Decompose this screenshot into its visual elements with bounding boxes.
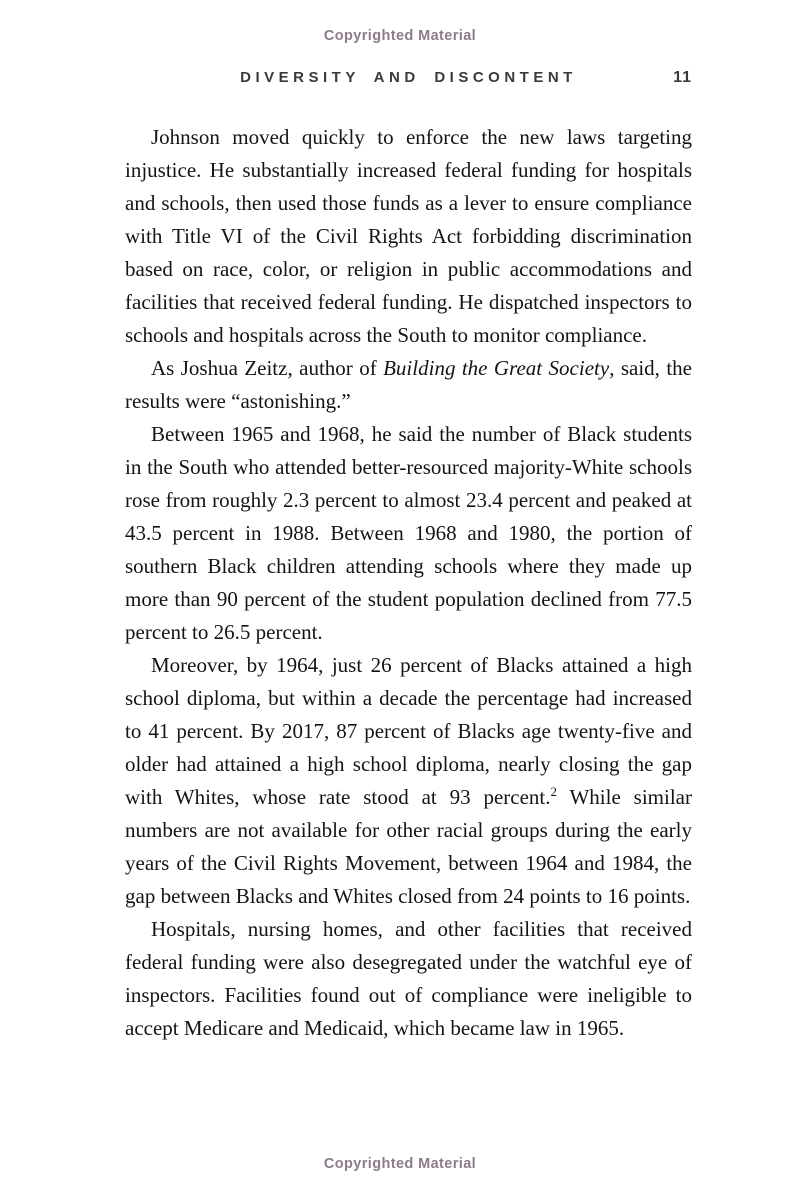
running-header — [125, 69, 692, 89]
text-run: Between 1965 and 1968, he said the number of Black students in the South who attended better-resourced majority-White schools rose from roughly 2.3 percent to almost 23.4 percent and peaked at 43.5 percent in 1988. Between 1968 and 1980, the portion of southern Black children attending schools where they made up more than 90 percent of the student population declined from 77.5 percent to 26.5 percent. — [125, 422, 692, 644]
body-text-column — [125, 121, 692, 1045]
page-number: 11 — [673, 69, 692, 86]
paragraph — [125, 913, 692, 1045]
text-run: While similar numbers are not available for other racial groups during the early years of the Civil Rights Movement, between 1964 and 1984, the gap between Blacks and Whites closed from 24 points to 16 points. — [125, 785, 692, 908]
paragraph — [125, 418, 692, 649]
running-header-title: DIVERSITY AND DISCONTENT — [240, 69, 577, 86]
text-run-italic: Building the Great Society — [383, 356, 610, 380]
paragraph — [125, 649, 692, 913]
copyright-notice-bottom: Copyrighted Material — [323, 1156, 477, 1172]
paragraph — [125, 352, 692, 418]
copyright-notice-top: Copyrighted Material — [323, 28, 477, 44]
paragraph — [125, 121, 692, 352]
text-run: Moreover, by 1964, just 26 percent of Blacks attained a high school diploma, but within a decade the percentage had increased to 41 percent. By 2017, 87 percent of Blacks age twenty-five and older had attained a high school diploma, nearly closing the gap with Whites, whose rate stood at 93 percent. — [125, 653, 692, 809]
text-run-sup: 2 — [550, 784, 558, 799]
text-run: As Joshua Zeitz, author of — [151, 356, 384, 380]
text-run: Hospitals, nursing homes, and other facilities that received federal funding were also desegregated under the watchful eye of inspectors. Facilities found out of compliance were ineligible to accept Medicare and Medicaid, which became law in 1965. — [125, 917, 692, 1040]
text-run: Johnson moved quickly to enforce the new laws targeting injustice. He substantially increased federal funding for hospitals and schools, then used those funds as a lever to ensure compliance with Title VI of the Civil Rights Act forbidding discrimination based on race, color, or religion in public accommodations and facilities that received federal funding. He dispatched inspectors to schools and hospitals across the South to monitor compliance. — [125, 125, 692, 347]
text-run: , said, the results were “astonishing.” — [125, 356, 692, 413]
